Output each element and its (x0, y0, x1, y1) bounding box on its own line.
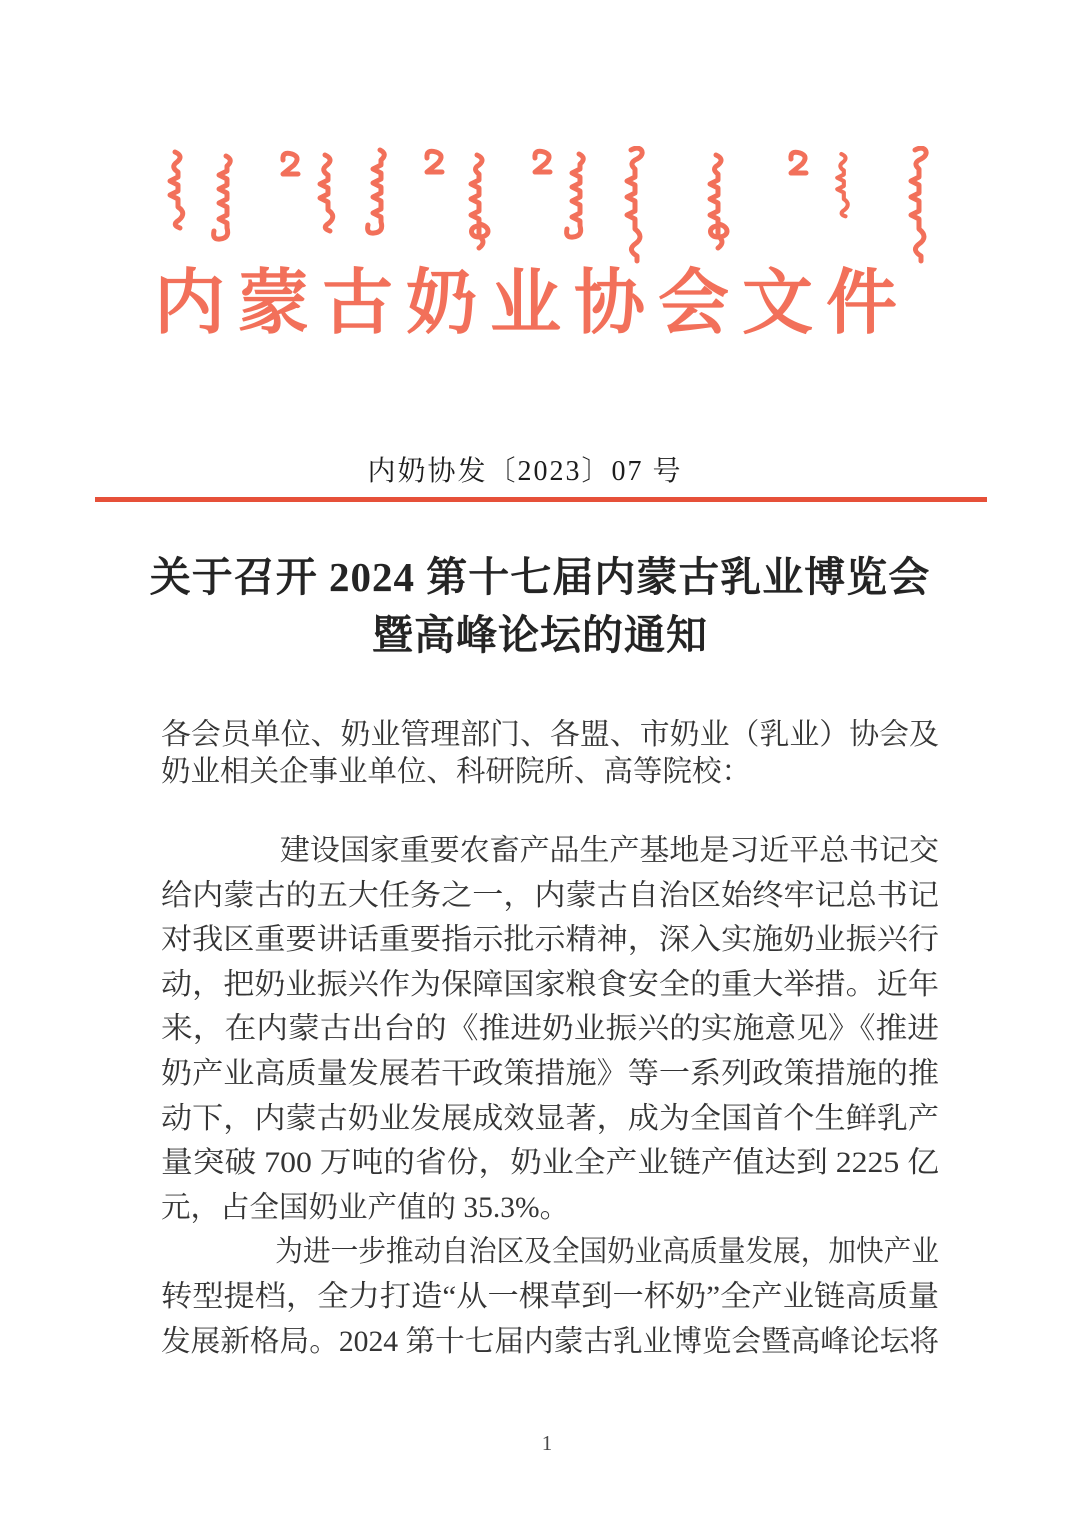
body-line: 元，占全国奶业产值的 35.3%。 (161, 1191, 570, 1224)
body-line: 发展新格局。2024 第十七届内蒙古乳业博览会暨高峰论坛将 (161, 1325, 940, 1358)
body-line: 建设国家重要农畜产品生产基地是习近平总书记交 (279, 835, 939, 867)
body-line: 动，把奶业振兴作为保障国家粮食安全的重大举措。近年 (161, 968, 939, 1001)
body-line: 来，在内蒙古出台的《推进奶业振兴的实施意见》《推进 (161, 1013, 939, 1046)
salutation (161, 717, 939, 791)
notice-title (0, 548, 1080, 664)
notice-title-line-2: 暨高峰论坛的通知 (372, 612, 708, 658)
body-line: 转型提档，全力打造“从一棵草到一杯奶”全产业链高质量 (161, 1280, 940, 1313)
body-line: 量突破 700 万吨的省份，奶业全产业链产值达到 2225 亿 (161, 1147, 939, 1180)
header-divider-rule (95, 497, 987, 502)
notice-body (161, 829, 939, 1364)
org-title: 内蒙古奶业协会文件 (153, 265, 910, 343)
body-line: 给内蒙古的五大任务之一，内蒙古自治区始终牢记总书记 (161, 879, 939, 912)
body-line: 动下，内蒙古奶业发展成效显著，成为全国首个生鲜乳产 (161, 1102, 939, 1135)
doc-number: 内奶协发〔2023〕07 号 (367, 456, 683, 487)
body-line: 奶产业高质量发展若干政策措施》等一系列政策措施的推 (161, 1057, 939, 1090)
notice-title-line-1: 关于召开 2024 第十七届内蒙古乳业博览会 (149, 554, 931, 600)
page-number: 1 (541, 1431, 553, 1455)
body-line: 为进一步推动自治区及全国奶业高质量发展，加快产业 (275, 1236, 939, 1269)
body-line: 对我区重要讲话重要指示批示精神，深入实施奶业振兴行 (161, 924, 939, 957)
salutation-line: 奶业相关企事业单位、科研院所、高等院校： (161, 756, 752, 788)
salutation-line: 各会员单位、奶业管理部门、各盟、市奶业（乳业）协会及 (161, 719, 940, 751)
